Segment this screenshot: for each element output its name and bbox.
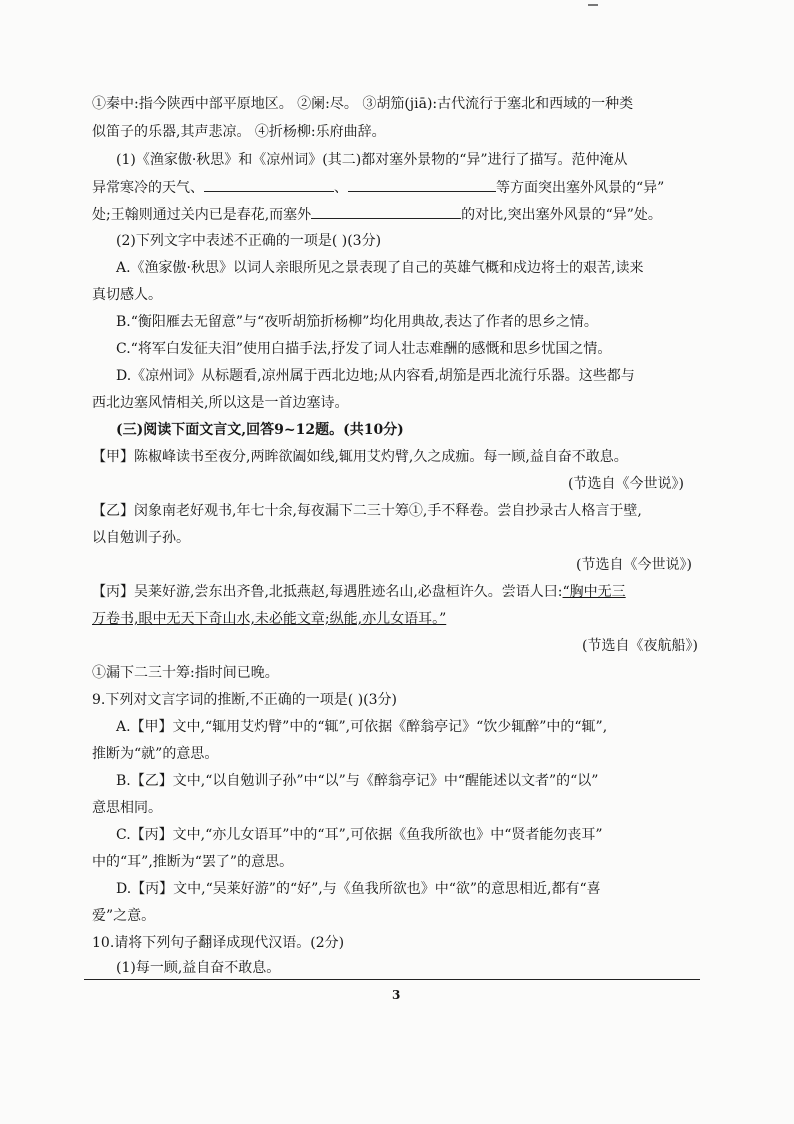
q8-2-option-a-cont: 真切感人。 [92, 287, 162, 303]
answer-blank[interactable] [348, 177, 496, 192]
q8-1-line-2: 异常寒冷的天气、 、 等方面突出塞外风景的“异” [92, 177, 664, 198]
q9-option-b-cont: 意思相同。 [92, 800, 162, 816]
q9-option-d: D.【丙】文中,“吴莱好游”的“好”,与《鱼我所欲也》中“欲”的意思相近,都有“喜 [116, 881, 601, 897]
q9-option-a-cont: 推断为“就”的意思。 [92, 746, 219, 762]
section-3-heading: (三)阅读下面文言文,回答9~12题。(共10分) [116, 422, 404, 438]
answer-line [84, 979, 700, 980]
notes-line-2: 似笛子的乐器,其声悲凉。 ④折杨柳:乐府曲辞。 [92, 124, 386, 140]
passage-bing-source: (节选自《夜航船》) [582, 638, 698, 654]
scan-mark [588, 4, 598, 6]
q8-2-stem: (2)下列文字中表述不正确的一项是( )(3分) [116, 233, 382, 249]
q8-1-line-1: (1)《渔家傲·秋思》和《凉州词》(其二)都对塞外景物的“异”进行了描写。范仲淹从 [116, 152, 628, 168]
q9-option-c: C.【丙】文中,“亦儿女语耳”中的“耳”,可依据《鱼我所欲也》中“贤者能勿丧耳” [116, 827, 603, 843]
answer-blank[interactable] [311, 204, 461, 219]
passage-bing-line-1: 【丙】吴莱好游,尝东出齐鲁,北抵燕赵,每遇胜迹名山,必盘桓许久。尝语人曰:“胸中无三 [92, 584, 626, 600]
passage-yi-line-2: 以自勉训子孙。 [92, 530, 190, 546]
passage-footnote: ①漏下二三十筹:指时间已晚。 [92, 665, 279, 681]
passage-yi-line-1: 【乙】闵象南老好观书,年七十余,每夜漏下二三十筹①,手不释卷。尝自抄录古人格言于壁, [92, 503, 642, 519]
q8-2-option-d-cont: 西北边塞风情相关,所以这是一首边塞诗。 [92, 395, 349, 411]
q8-2-option-c: C.“将军白发征夫泪”使用白描手法,抒发了词人壮志难酬的感慨和思乡忧国之情。 [116, 341, 612, 357]
q10-item-1: (1)每一顾,益自奋不敢息。 [116, 960, 281, 976]
q8-2-option-a: A.《渔家傲·秋思》以词人亲眼所见之景表现了自己的英雄气概和戍边将士的艰苦,读来 [116, 260, 644, 276]
page-number: 3 [392, 988, 401, 1002]
q9-option-d-cont: 爱”之意。 [92, 908, 156, 924]
q9-option-a: A.【甲】文中,“辄用艾灼臂”中的“辄”,可依据《醉翁亭记》“饮少辄醉”中的“辄”, [116, 719, 608, 735]
q9-stem: 9.下列对文言字词的推断,不正确的一项是( )(3分) [92, 692, 398, 708]
q10-stem: 10.请将下列句子翻译成现代汉语。(2分) [92, 935, 345, 951]
answer-blank[interactable] [204, 177, 334, 192]
passage-bing-line-2: 万卷书,眼中无天下奇山水,未必能文章;纵能,亦儿女语耳。” [92, 611, 447, 627]
notes-line-1: ①秦中:指今陕西中部平原地区。 ②阑:尽。 ③胡笳(jiā):古代流行于塞北和西域的一种类 [92, 96, 634, 112]
passage-jia: 【甲】陈椒峰读书至夜分,两眸欲阖如线,辄用艾灼臂,久之成痂。每一顾,益自奋不敢息。 [92, 449, 628, 465]
q8-2-option-b: B.“衡阳雁去无留意”与“夜听胡笳折杨柳”均化用典故,表达了作者的思乡之情。 [116, 314, 598, 330]
q9-option-b: B.【乙】文中,“以自勉训子孙”中“以”与《醉翁亭记》中“醒能述以文者”的“以” [116, 773, 599, 789]
q8-1-line-3: 处;王翰则通过关内已是春花,而塞外 的对比,突出塞外风景的“异”处。 [92, 204, 662, 225]
passage-yi-source: (节选自《今世说》) [576, 557, 692, 573]
q8-2-option-d: D.《凉州词》从标题看,凉州属于西北边地;从内容看,胡笳是西北流行乐器。这些都与 [116, 368, 635, 384]
q9-option-c-cont: 中的“耳”,推断为“罢了”的意思。 [92, 854, 294, 870]
passage-jia-source: (节选自《今世说》) [568, 476, 684, 492]
